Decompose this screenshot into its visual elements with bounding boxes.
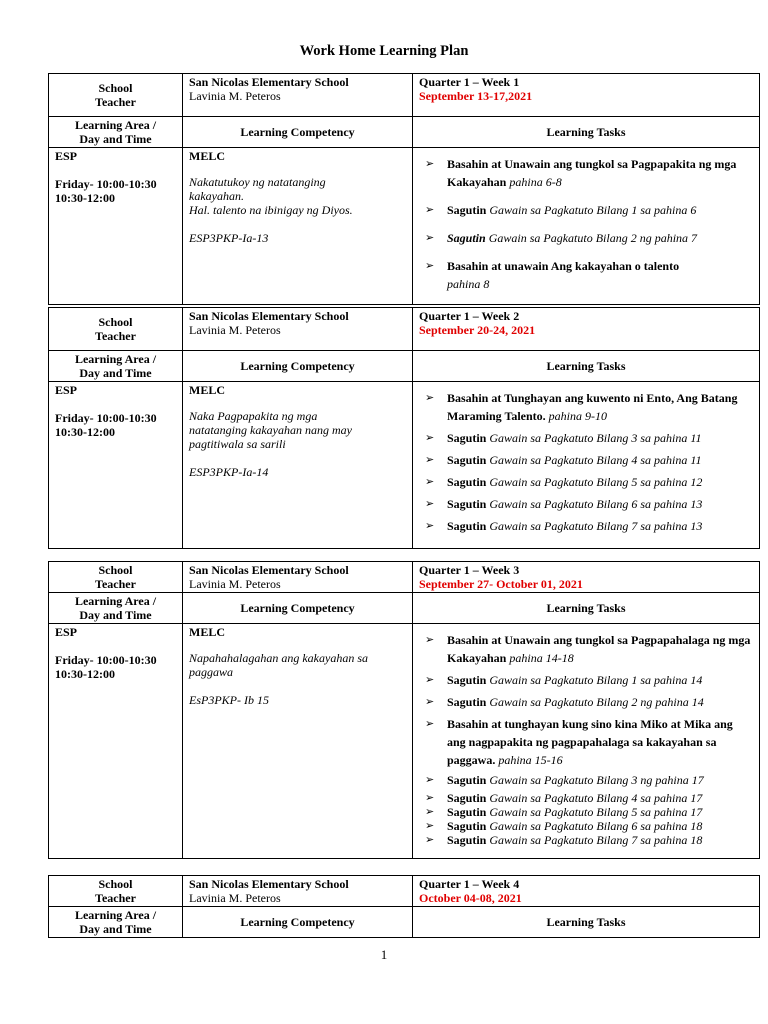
document-title: Work Home Learning Plan	[299, 43, 469, 59]
task-item: ➢ Sagutin Gawain sa Pagkatuto Bilang 5 sa pahina 12	[425, 475, 703, 489]
tasks-cell	[413, 382, 760, 549]
learning-area-header: Learning Area / Day and Time	[49, 593, 183, 624]
arrow-bullet-icon: ➢	[425, 498, 435, 510]
task-item: ➢ Sagutin Gawain sa Pagkatuto Bilang 1 sa pahina 14	[425, 673, 703, 687]
task-item: ➢ Basahin at Unawain ang tungkol sa Pagpapahalaga ng mga Kakayahan pahina 14-18	[425, 633, 751, 665]
school-teacher-label: School Teacher	[49, 562, 183, 593]
learning-competency-header: Learning Competency	[183, 907, 413, 938]
competency-cell: MELC Nakatutukoy ng natatanging kakayahan. Hal. talento na ibinigay ng Diyos. ESP3PKP-Ia-13	[183, 148, 413, 305]
arrow-bullet-icon: ➢	[425, 696, 435, 708]
learning-competency-header: Learning Competency	[183, 351, 413, 382]
arrow-bullet-icon: ➢	[425, 634, 435, 646]
task-item: ➢ Sagutin Gawain sa Pagkatuto Bilang 6 sa pahina 18	[425, 819, 703, 833]
arrow-bullet-icon: ➢	[425, 820, 435, 832]
arrow-bullet-icon: ➢	[425, 204, 435, 216]
task-item: ➢ Basahin at Tunghayan ang kuwento ni Ento, Ang Batang Maraming Talento. pahina 9-10	[425, 391, 738, 423]
arrow-bullet-icon: ➢	[425, 476, 435, 488]
school-teacher-value	[183, 562, 413, 593]
school-name: San Nicolas Elementary School	[189, 75, 349, 89]
task-item: ➢ Sagutin Gawain sa Pagkatuto Bilang 4 sa pahina 11	[425, 453, 702, 467]
week-1-plan	[48, 73, 737, 305]
tasks-cell	[413, 148, 760, 305]
learning-area-cell: ESP Friday- 10:00-10:30 10:30-12:00	[49, 624, 183, 859]
task-item: ➢ Sagutin Gawain sa Pagkatuto Bilang 7 sa pahina 18	[425, 833, 703, 847]
quarter-label: Quarter 1 – Week 1	[419, 75, 520, 89]
week-dates: October 04-08, 2021	[419, 891, 522, 905]
week-3-plan	[48, 561, 751, 859]
quarter-label: Quarter 1 – Week 3	[419, 563, 520, 577]
task-item: ➢ Sagutin Gawain sa Pagkatuto Bilang 3 sa pahina 11	[425, 431, 702, 445]
school-teacher-value	[183, 876, 413, 907]
task-item: ➢ Basahin at Unawain ang tungkol sa Pagpapakita ng mga Kakayahan pahina 6-8	[425, 157, 737, 189]
teacher-name: Lavinia M. Peteros	[189, 89, 281, 103]
week-2-plan	[48, 307, 738, 549]
school-teacher-value	[183, 308, 413, 351]
learning-tasks-header: Learning Tasks	[413, 907, 760, 938]
school-teacher-label: School Teacher	[49, 74, 183, 117]
task-item: ➢ Sagutin Gawain sa Pagkatuto Bilang 2 ng pahina 7	[425, 231, 698, 245]
tasks-cell	[413, 624, 760, 859]
task-item: ➢ Sagutin Gawain sa Pagkatuto Bilang 4 sa pahina 17	[425, 791, 703, 805]
learning-tasks-header: Learning Tasks	[413, 117, 760, 148]
arrow-bullet-icon: ➢	[425, 674, 435, 686]
school-name: San Nicolas Elementary School	[189, 309, 349, 323]
arrow-bullet-icon: ➢	[425, 520, 435, 532]
week-dates: September 13-17,2021	[419, 89, 533, 103]
quarter-week	[413, 876, 760, 907]
learning-area-header: Learning Area / Day and Time	[49, 351, 183, 382]
competency-cell: MELC Naka Pagpapakita ng mga natatanging kakayahan nang may pagtitiwala sa sarili ESP3PKP-Ia-14	[183, 382, 413, 549]
arrow-bullet-icon: ➢	[425, 158, 435, 170]
week-4-plan	[48, 875, 720, 938]
learning-area-header: Learning Area / Day and Time	[49, 117, 183, 148]
task-item: ➢ Sagutin Gawain sa Pagkatuto Bilang 6 sa pahina 13	[425, 497, 703, 511]
learning-area-cell: ESP Friday- 10:00-10:30 10:30-12:00	[49, 382, 183, 549]
quarter-week	[413, 562, 760, 593]
arrow-bullet-icon: ➢	[425, 792, 435, 804]
learning-competency-header: Learning Competency	[183, 593, 413, 624]
learning-area-cell: ESP Friday- 10:00-10:30 10:30-12:00	[49, 148, 183, 305]
page-number: 1	[380, 947, 388, 962]
task-item: ➢ Sagutin Gawain sa Pagkatuto Bilang 2 ng pahina 14	[425, 695, 704, 709]
quarter-label: Quarter 1 – Week 4	[419, 877, 520, 891]
school-name: San Nicolas Elementary School	[189, 563, 349, 577]
week-dates: September 27- October 01, 2021	[419, 577, 583, 591]
learning-tasks-header: Learning Tasks	[413, 593, 760, 624]
arrow-bullet-icon: ➢	[425, 260, 435, 272]
learning-area-header: Learning Area / Day and Time	[49, 907, 183, 938]
arrow-bullet-icon: ➢	[425, 432, 435, 444]
task-item: ➢ Sagutin Gawain sa Pagkatuto Bilang 7 sa pahina 13	[425, 519, 703, 533]
arrow-bullet-icon: ➢	[425, 718, 435, 730]
competency-cell: MELC Napahahalagahan ang kakayahan sa paggawa EsP3PKP- Ib 15	[183, 624, 413, 859]
task-item: ➢ Sagutin Gawain sa Pagkatuto Bilang 1 sa pahina 6	[425, 203, 697, 217]
task-item: ➢ Basahin at unawain Ang kakayahan o talento pahina 8	[425, 259, 680, 291]
teacher-name: Lavinia M. Peteros	[189, 577, 281, 591]
arrow-bullet-icon: ➢	[425, 834, 435, 846]
arrow-bullet-icon: ➢	[425, 454, 435, 466]
school-teacher-value	[183, 74, 413, 117]
week-dates: September 20-24, 2021	[419, 323, 536, 337]
task-item: ➢ Sagutin Gawain sa Pagkatuto Bilang 3 ng pahina 17	[425, 773, 704, 787]
teacher-name: Lavinia M. Peteros	[189, 323, 281, 337]
arrow-bullet-icon: ➢	[425, 806, 435, 818]
task-item: ➢ Sagutin Gawain sa Pagkatuto Bilang 5 sa pahina 17	[425, 805, 703, 819]
teacher-name: Lavinia M. Peteros	[189, 891, 281, 905]
school-teacher-label: School Teacher	[49, 308, 183, 351]
quarter-week	[413, 308, 760, 351]
arrow-bullet-icon: ➢	[425, 392, 435, 404]
arrow-bullet-icon: ➢	[425, 232, 435, 244]
school-name: San Nicolas Elementary School	[189, 877, 349, 891]
quarter-week	[413, 74, 760, 117]
arrow-bullet-icon: ➢	[425, 774, 435, 786]
learning-competency-header: Learning Competency	[183, 117, 413, 148]
learning-tasks-header: Learning Tasks	[413, 351, 760, 382]
school-teacher-label: School Teacher	[49, 876, 183, 907]
quarter-label: Quarter 1 – Week 2	[419, 309, 520, 323]
task-item: ➢ Basahin at tunghayan kung sino kina Miko at Mika ang ang nagpapakita ng pagpapahalaga sa kakayahan sa paggawa. pahina 15-16	[425, 717, 733, 767]
